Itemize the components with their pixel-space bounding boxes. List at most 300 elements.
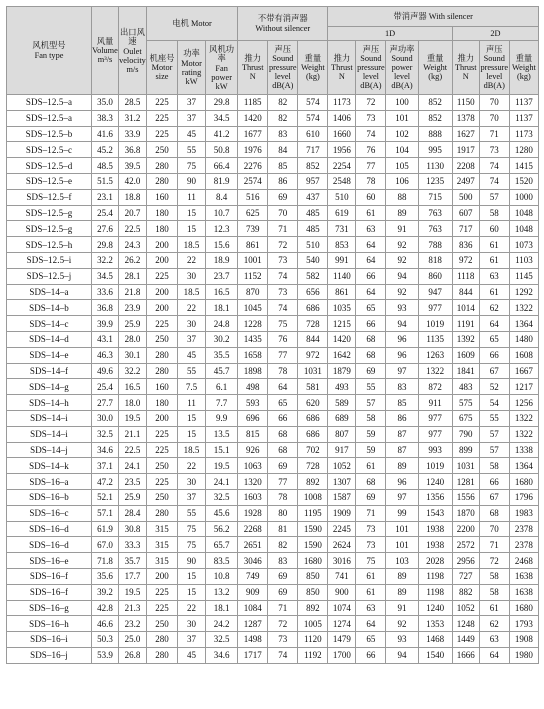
table-cell: 27.6 — [92, 221, 119, 237]
table-cell: 91 — [386, 221, 418, 237]
table-cell: 807 — [328, 426, 356, 442]
table-cell: 30 — [178, 316, 206, 332]
table-cell: 77 — [356, 158, 386, 174]
table-cell: 45 — [178, 126, 206, 142]
table-cell: 57 — [479, 426, 509, 442]
table-cell: 1680 — [509, 600, 538, 616]
table-cell: 37 — [178, 331, 206, 347]
table-cell-model: SDS–14–e — [7, 347, 92, 363]
table-cell: 45.6 — [206, 505, 238, 521]
table-cell: 61 — [479, 600, 509, 616]
table-row — [7, 173, 539, 189]
table-cell: 101 — [386, 521, 418, 537]
header-2d-sound-pressure: 声压 Sound pressure level dB(A) — [479, 41, 509, 95]
table-cell: 76 — [268, 331, 298, 347]
table-cell: 71 — [479, 126, 509, 142]
table-cell: 56.2 — [206, 521, 238, 537]
header-with-silencer: 带消声器 With silencer — [328, 7, 539, 27]
table-row — [7, 474, 539, 490]
table-cell: 3046 — [238, 553, 268, 569]
table-cell: 38.3 — [92, 110, 119, 126]
table-cell: 55 — [479, 410, 509, 426]
table-cell: 1215 — [328, 316, 356, 332]
table-cell: 94 — [386, 316, 418, 332]
table-cell-model: SDS–16–g — [7, 600, 92, 616]
table-cell: 26.8 — [118, 647, 146, 663]
table-cell: 71 — [479, 537, 509, 553]
table-cell: 22.5 — [118, 442, 146, 458]
table-cell: 689 — [328, 410, 356, 426]
table-cell: 24.2 — [206, 616, 238, 632]
table-cell: 74 — [479, 158, 509, 174]
table-row — [7, 410, 539, 426]
table-cell: 575 — [452, 395, 479, 411]
table-cell: 1052 — [452, 600, 479, 616]
table-cell: 315 — [146, 537, 177, 553]
table-cell: 593 — [238, 395, 268, 411]
table-cell: 1540 — [418, 647, 452, 663]
table-cell: 1638 — [509, 584, 538, 600]
table-cell: 72 — [268, 237, 298, 253]
table-cell: 437 — [298, 189, 328, 205]
table-cell: 26.2 — [118, 252, 146, 268]
table-cell: 1364 — [509, 316, 538, 332]
table-cell: 64 — [479, 647, 509, 663]
table-cell: 73 — [268, 284, 298, 300]
table-cell: 13.5 — [206, 426, 238, 442]
table-cell: 72 — [268, 616, 298, 632]
table-cell: 1603 — [238, 489, 268, 505]
table-cell: 86 — [386, 410, 418, 426]
table-cell: 64 — [479, 316, 509, 332]
table-cell: 1666 — [452, 647, 479, 663]
table-cell: 92 — [386, 252, 418, 268]
table-cell: 25.9 — [118, 316, 146, 332]
table-cell-model: SDS–14–i — [7, 426, 92, 442]
table-cell: 87 — [386, 442, 418, 458]
table-cell: 66 — [479, 474, 509, 490]
table-cell: 32.5 — [206, 632, 238, 648]
table-cell: 686 — [298, 300, 328, 316]
table-cell-model: SDS–12.5–g — [7, 205, 92, 221]
table-cell-model: SDS–12.5–f — [7, 189, 92, 205]
table-cell: 485 — [298, 221, 328, 237]
table-cell: 23.9 — [118, 300, 146, 316]
table-cell: 22 — [178, 600, 206, 616]
table-cell: 39.5 — [118, 158, 146, 174]
table-cell: 105 — [386, 158, 418, 174]
table-cell: 67.0 — [92, 537, 119, 553]
table-row — [7, 616, 539, 632]
table-cell: 58 — [356, 410, 386, 426]
table-cell: 88 — [386, 189, 418, 205]
table-cell: 73 — [356, 521, 386, 537]
table-cell: 89 — [386, 205, 418, 221]
table-cell: 686 — [298, 426, 328, 442]
table-cell: 1008 — [298, 489, 328, 505]
table-cell: 225 — [146, 600, 177, 616]
table-row — [7, 379, 539, 395]
table-cell: 1185 — [238, 95, 268, 111]
table-cell: 46.3 — [92, 347, 119, 363]
table-cell: 1120 — [298, 632, 328, 648]
table-cell: 1468 — [418, 632, 452, 648]
table-cell: 82 — [268, 110, 298, 126]
table-cell: 35.0 — [92, 95, 119, 111]
table-cell: 589 — [328, 395, 356, 411]
table-cell: 1031 — [298, 363, 328, 379]
table-cell: 160 — [146, 379, 177, 395]
table-cell: 957 — [298, 173, 328, 189]
table-cell: 2572 — [452, 537, 479, 553]
table-cell: 16.5 — [118, 379, 146, 395]
table-cell: 2468 — [509, 553, 538, 569]
table-cell: 41.2 — [206, 126, 238, 142]
table-row — [7, 505, 539, 521]
table-cell: 1415 — [509, 158, 538, 174]
table-cell: 78 — [268, 363, 298, 379]
table-cell: 18.5 — [178, 442, 206, 458]
table-cell: 64 — [356, 252, 386, 268]
table-cell: 7.7 — [206, 395, 238, 411]
table-cell: 37.1 — [92, 458, 119, 474]
table-cell: 1983 — [509, 505, 538, 521]
table-cell-model: SDS–12.5–b — [7, 126, 92, 142]
table-cell: 61 — [479, 284, 509, 300]
table-cell: 61 — [356, 584, 386, 600]
table-cell: 89 — [386, 568, 418, 584]
table-cell: 582 — [298, 268, 328, 284]
table-cell: 60 — [356, 189, 386, 205]
table-cell: 225 — [146, 95, 177, 111]
table-cell: 1000 — [509, 189, 538, 205]
table-cell: 65 — [479, 331, 509, 347]
table-cell: 25.4 — [92, 205, 119, 221]
table-cell: 61.9 — [92, 521, 119, 537]
table-cell-model: SDS–12.5–j — [7, 268, 92, 284]
table-cell: 28.5 — [118, 95, 146, 111]
table-cell: 972 — [452, 252, 479, 268]
table-cell: 1392 — [452, 331, 479, 347]
header-1d: 1D — [328, 27, 452, 41]
table-body — [7, 95, 539, 664]
table-cell: 315 — [146, 553, 177, 569]
table-cell: 32.5 — [206, 489, 238, 505]
table-cell: 90 — [178, 553, 206, 569]
table-cell: 1796 — [509, 489, 538, 505]
table-cell: 727 — [452, 568, 479, 584]
table-cell: 81 — [268, 521, 298, 537]
table-cell: 1587 — [328, 489, 356, 505]
table-cell: 57.1 — [92, 505, 119, 521]
table-cell: 66.4 — [206, 158, 238, 174]
table-cell: 1150 — [452, 95, 479, 111]
table-cell: 45.2 — [92, 142, 119, 158]
table-cell: 23.5 — [118, 474, 146, 490]
table-cell: 35.7 — [118, 553, 146, 569]
table-cell: 61 — [356, 205, 386, 221]
table-cell: 24.1 — [118, 458, 146, 474]
table-cell: 64 — [268, 379, 298, 395]
table-cell: 64 — [356, 284, 386, 300]
header-motor-rating: 功率 Motor rating kW — [178, 41, 206, 95]
table-row — [7, 347, 539, 363]
table-cell: 2028 — [418, 553, 452, 569]
table-cell-model: SDS–14–i — [7, 410, 92, 426]
table-cell: 1938 — [418, 537, 452, 553]
table-cell: 93 — [386, 632, 418, 648]
table-cell: 1063 — [238, 458, 268, 474]
table-cell: 52 — [479, 379, 509, 395]
table-cell: 30.2 — [206, 331, 238, 347]
table-cell: 65.7 — [206, 537, 238, 553]
table-cell: 852 — [418, 95, 452, 111]
table-cell: 200 — [146, 284, 177, 300]
table-cell: 63 — [479, 632, 509, 648]
table-cell: 55 — [356, 379, 386, 395]
header-sound-pressure: 声压 Sound pressure level dB(A) — [268, 41, 298, 95]
table-cell: 1909 — [328, 505, 356, 521]
table-cell: 280 — [146, 632, 177, 648]
table-cell: 899 — [452, 442, 479, 458]
table-cell: 82 — [268, 537, 298, 553]
table-cell: 850 — [298, 584, 328, 600]
table-cell: 74 — [356, 126, 386, 142]
table-row — [7, 110, 539, 126]
table-cell: 1287 — [238, 616, 268, 632]
table-cell: 250 — [146, 142, 177, 158]
table-cell: 39.2 — [92, 584, 119, 600]
table-cell: 225 — [146, 126, 177, 142]
table-cell: 1045 — [238, 300, 268, 316]
table-cell: 55 — [178, 142, 206, 158]
table-cell: 1307 — [328, 474, 356, 490]
table-cell: 21.1 — [118, 426, 146, 442]
table-cell: 1195 — [298, 505, 328, 521]
table-cell: 57 — [356, 395, 386, 411]
table-cell: 6.1 — [206, 379, 238, 395]
table-cell: 483 — [452, 379, 479, 395]
table-cell: 55 — [178, 363, 206, 379]
table-row — [7, 489, 539, 505]
table-cell: 900 — [328, 584, 356, 600]
table-cell: 180 — [146, 395, 177, 411]
table-cell: 696 — [238, 410, 268, 426]
table-cell: 911 — [418, 395, 452, 411]
table-cell: 250 — [146, 616, 177, 632]
table-cell: 57 — [479, 442, 509, 458]
table-cell: 22.5 — [118, 221, 146, 237]
table-cell: 11 — [178, 189, 206, 205]
table-cell: 18.0 — [118, 395, 146, 411]
table-cell: 69 — [356, 363, 386, 379]
table-cell: 977 — [418, 410, 452, 426]
table-cell: 30 — [178, 616, 206, 632]
table-cell: 1420 — [238, 110, 268, 126]
table-cell: 85 — [268, 158, 298, 174]
table-cell: 73 — [479, 142, 509, 158]
table-cell: 19.5 — [206, 458, 238, 474]
table-cell: 250 — [146, 458, 177, 474]
table-cell: 315 — [146, 521, 177, 537]
table-cell: 42.0 — [118, 173, 146, 189]
table-cell: 43.1 — [92, 331, 119, 347]
table-cell: 15 — [178, 221, 206, 237]
table-cell-model: SDS–16–d — [7, 537, 92, 553]
table-cell: 1005 — [298, 616, 328, 632]
table-cell: 1019 — [418, 458, 452, 474]
table-cell-model: SDS–12.5–d — [7, 158, 92, 174]
table-cell: 1137 — [509, 110, 538, 126]
table-cell: 280 — [146, 158, 177, 174]
table-cell: 91 — [386, 600, 418, 616]
table-cell: 917 — [328, 442, 356, 458]
table-cell: 686 — [298, 410, 328, 426]
table-cell: 850 — [298, 568, 328, 584]
table-cell: 947 — [418, 284, 452, 300]
table-cell: 225 — [146, 584, 177, 600]
table-cell: 53.9 — [92, 647, 119, 663]
table-cell: 63 — [356, 600, 386, 616]
table-row — [7, 142, 539, 158]
table-cell: 926 — [238, 442, 268, 458]
table-cell: 55 — [178, 505, 206, 521]
table-row — [7, 395, 539, 411]
table-cell: 37 — [178, 110, 206, 126]
table-cell: 1073 — [509, 237, 538, 253]
fan-spec-table — [6, 6, 539, 664]
table-cell: 64 — [356, 237, 386, 253]
table-cell: 96 — [386, 347, 418, 363]
table-cell-model: SDS–16–f — [7, 568, 92, 584]
table-cell: 30 — [178, 474, 206, 490]
table-cell: 607 — [452, 205, 479, 221]
table-cell: 68 — [356, 474, 386, 490]
table-cell: 69 — [268, 568, 298, 584]
header-2d-thrust: 推力 Thrust N — [452, 41, 479, 95]
table-cell: 28.1 — [118, 268, 146, 284]
table-cell: 1198 — [418, 584, 452, 600]
table-cell: 16.5 — [206, 284, 238, 300]
table-cell: 1700 — [328, 647, 356, 663]
table-header — [7, 7, 539, 95]
table-cell: 715 — [418, 189, 452, 205]
table-cell: 1658 — [238, 347, 268, 363]
table-cell: 1235 — [418, 173, 452, 189]
table-cell: 1590 — [298, 521, 328, 537]
table-cell-model: SDS–12.5–c — [7, 142, 92, 158]
table-row — [7, 600, 539, 616]
table-row — [7, 316, 539, 332]
table-cell: 36.8 — [92, 300, 119, 316]
table-cell: 45.7 — [206, 363, 238, 379]
table-cell: 52.1 — [92, 489, 119, 505]
table-cell-model: SDS–16–d — [7, 521, 92, 537]
table-cell: 2200 — [452, 521, 479, 537]
table-cell-model: SDS–12.5–e — [7, 173, 92, 189]
table-cell: 160 — [146, 189, 177, 205]
table-cell-model: SDS–16–j — [7, 647, 92, 663]
table-cell: 853 — [328, 237, 356, 253]
table-cell: 34.5 — [92, 268, 119, 284]
table-cell: 72 — [479, 553, 509, 569]
table-cell: 66 — [479, 347, 509, 363]
table-cell: 728 — [298, 458, 328, 474]
table-cell: 2268 — [238, 521, 268, 537]
table-cell: 48.5 — [92, 158, 119, 174]
table-cell-model: SDS–16–i — [7, 632, 92, 648]
header-motor-size: 机座号 Motor size — [146, 41, 177, 95]
table-cell: 75 — [178, 521, 206, 537]
table-cell: 1420 — [328, 331, 356, 347]
table-cell: 625 — [238, 205, 268, 221]
table-cell: 64 — [356, 616, 386, 632]
table-cell: 83 — [268, 126, 298, 142]
table-cell: 75 — [356, 553, 386, 569]
table-cell: 1364 — [509, 458, 538, 474]
header-1d-weight: 重量 Weight (kg) — [418, 41, 452, 95]
table-cell: 71 — [356, 505, 386, 521]
table-cell: 3016 — [328, 553, 356, 569]
table-cell: 1192 — [298, 647, 328, 663]
table-cell: 1035 — [328, 300, 356, 316]
table-row — [7, 568, 539, 584]
table-cell: 19.5 — [118, 584, 146, 600]
table-row — [7, 252, 539, 268]
table-cell: 1677 — [238, 126, 268, 142]
table-cell: 29.8 — [92, 237, 119, 253]
table-cell: 872 — [418, 379, 452, 395]
table-cell: 2624 — [328, 537, 356, 553]
table-cell: 71.8 — [92, 553, 119, 569]
table-cell: 1338 — [509, 442, 538, 458]
table-cell: 790 — [452, 426, 479, 442]
table-cell: 1014 — [452, 300, 479, 316]
table-cell: 656 — [298, 284, 328, 300]
table-row — [7, 221, 539, 237]
table-cell: 516 — [238, 189, 268, 205]
table-cell: 57 — [479, 189, 509, 205]
table-cell-model: SDS–16–a — [7, 474, 92, 490]
table-cell: 844 — [452, 284, 479, 300]
table-cell: 250 — [146, 489, 177, 505]
table-cell: 1356 — [418, 489, 452, 505]
table-cell-model: SDS–14–j — [7, 442, 92, 458]
table-cell-model: SDS–16–c — [7, 505, 92, 521]
table-cell: 69 — [356, 489, 386, 505]
table-cell: 68 — [268, 442, 298, 458]
table-cell: 18.5 — [178, 284, 206, 300]
table-cell: 18.5 — [178, 237, 206, 253]
table-cell: 1353 — [418, 616, 452, 632]
table-cell: 493 — [328, 379, 356, 395]
table-cell: 1879 — [328, 363, 356, 379]
table-cell: 1938 — [418, 521, 452, 537]
table-cell: 818 — [418, 252, 452, 268]
header-thrust: 推力 Thrust N — [238, 41, 268, 95]
table-cell: 71 — [268, 600, 298, 616]
table-cell: 61 — [356, 458, 386, 474]
table-cell: 65 — [356, 300, 386, 316]
table-cell: 1667 — [509, 363, 538, 379]
table-cell: 94 — [386, 647, 418, 663]
table-cell-model: SDS–14–k — [7, 458, 92, 474]
table-cell: 83 — [386, 379, 418, 395]
table-cell-model: SDS–12.5–h — [7, 237, 92, 253]
table-cell: 24.3 — [118, 237, 146, 253]
table-cell: 96 — [386, 331, 418, 347]
table-cell: 54 — [479, 395, 509, 411]
